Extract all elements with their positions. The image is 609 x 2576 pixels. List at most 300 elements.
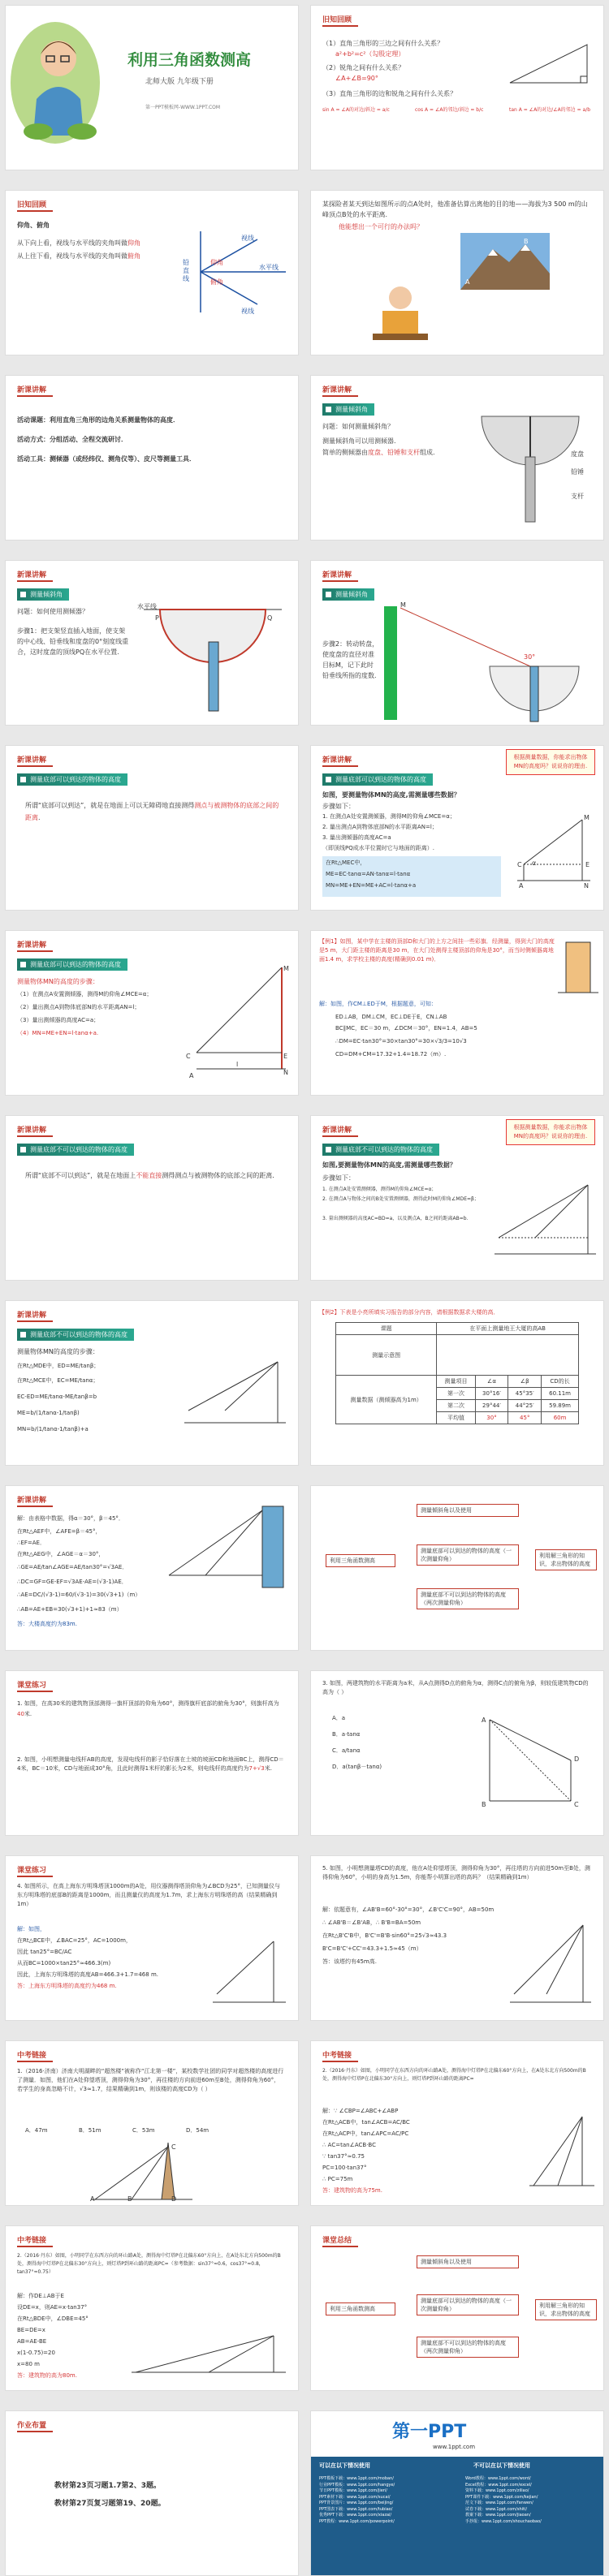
step-3: 3. 量出测倾器的高度AC=BD=a，以及测点A，B之间的距离AB=b． xyxy=(322,1216,472,1221)
banner: 测量底部可以到达的物体的高度 xyxy=(17,958,127,971)
definition-highlight: 测点与被测物体的底部之间的距离 xyxy=(25,802,279,821)
link-list-left xyxy=(319,2476,457,2525)
slide-example-2[interactable] xyxy=(310,1300,604,1466)
label-a: A xyxy=(90,2195,95,2203)
slide-class-summary[interactable] xyxy=(310,2225,604,2391)
section-bar xyxy=(17,950,53,952)
thinking-student-illustration xyxy=(368,280,433,345)
cell: 45° xyxy=(508,1412,542,1424)
mountain-photo xyxy=(460,233,550,290)
summary-diagram xyxy=(184,1358,290,1431)
map-branch-1: 测量倾斜角以及使用 xyxy=(417,1504,519,1517)
question-3: 3. 如图，两建筑物的水平距离为a米，从A点测得D点的俯角为α，测得C点的俯角为β，则较低建筑物CD的高为（ ） xyxy=(322,1680,589,1695)
sol-6: ∴DC=GF=GE-EF=√3AE-AE=(√3-1)AE． xyxy=(17,1579,127,1585)
formula-3: MN=ME+EN=ME+AC=l·tanα+a xyxy=(326,882,417,889)
exam-question: 1.（2016·济南）济南大明湖畔的“超然楼”被称作“江北第一楼”，某校数学社团的同学对超然楼的高度进行了测量．如图，他们在A处仰望塔顶，测得仰角为30°，再往楼的方向前进60m至B处，测得仰角为60°，若学生的身高忽略不计，√3≈1.7，结果精确到1m，则该楼的高度CD为（ ） xyxy=(17,2068,284,2092)
section-title: 新课讲解 xyxy=(322,571,352,579)
step-1: 1. 在测点A处安置测倾器，测得M的仰角∠MCE=α； xyxy=(322,813,456,820)
map-branch-3: 测量底部不可以到达的物体的高度（两次测量仰角） xyxy=(417,2337,519,2358)
option-c[interactable]: C．53m xyxy=(132,2127,155,2134)
step-2: （2）量出测点A到物体底部N的水平距离AN=l； xyxy=(17,1004,140,1010)
sol-5: 因此，上海东方明珠塔的高度AB=466.3+1.7=468 m. xyxy=(17,1971,158,1978)
slide-use-inclinometer[interactable] xyxy=(5,560,299,726)
answer-1: 测量倾斜角可以用测倾器. xyxy=(322,437,396,445)
step-2: 2. 量出测点A到物体底部N的水平距离AN=l； xyxy=(322,824,438,830)
section-bar xyxy=(17,1876,53,1877)
slide-practice-2[interactable] xyxy=(310,1670,604,1836)
slide-exam-3[interactable] xyxy=(5,2225,299,2391)
banner: 测量底部可以到达的物体的高度 xyxy=(17,773,127,786)
label-m: M xyxy=(584,814,590,821)
section-bar xyxy=(322,395,358,397)
banner: 测量倾斜角 xyxy=(17,588,69,601)
question-2-end: 米. xyxy=(264,1765,272,1772)
formula-cos: cos A = ∠A的邻边/斜边 = b/c xyxy=(415,107,484,113)
section-bar xyxy=(17,1506,53,1507)
depression-label: 俯角 xyxy=(210,278,223,286)
cell-data: 测量数据（测倾器高为1m） xyxy=(336,1376,437,1424)
map-center: 利用三角函数测高 xyxy=(326,2302,395,2315)
label-30deg: 30° xyxy=(524,653,536,661)
slide-review-2[interactable] xyxy=(5,190,299,355)
banner: 测量底部可以到达的物体的高度 xyxy=(322,773,433,786)
cover-boy-illustration xyxy=(14,22,103,152)
building-diagram xyxy=(127,2332,290,2380)
question-2 xyxy=(17,1755,285,1773)
section-title: 课堂练习 xyxy=(17,1867,47,1875)
credit-link[interactable]: 范文下载：www.1ppt.com/fanwen/ xyxy=(465,2501,533,2505)
step-3-note: （即顶线PQ成水平位置时它与地面的距离）. xyxy=(322,845,434,851)
exam-question: 2.（2016·丹东）如图，小明同学在东西方向的环山路A处，测得海中灯塔P在北偏东60°方向上，在A处东北方向500m的B处，测得海中灯塔P在北偏东30°方向上，则灯塔P到环山路的距离PC= xyxy=(322,2068,586,2082)
credit-link[interactable]: PPT课件下载：www.1ppt.com/kejian/ xyxy=(465,2494,538,2500)
label-c: C xyxy=(171,2143,176,2151)
label-plumb: 铅锤 xyxy=(571,468,584,476)
credit-link[interactable]: PPT素材下载：www.1ppt.com/sucai/ xyxy=(319,2494,391,2500)
section-title: 新课讲解 xyxy=(17,571,47,579)
steps-heading: 步骤如下： xyxy=(322,803,355,810)
section-title: 新课讲解 xyxy=(322,1126,352,1135)
label-a: A xyxy=(519,882,524,890)
elevation-label: 仰角 xyxy=(210,259,223,266)
section-bar xyxy=(322,2246,358,2247)
label-m: M xyxy=(283,965,289,972)
sol-3: 因此 tan25°=BC/AC xyxy=(17,1949,72,1955)
right-triangle-diagram xyxy=(506,38,595,87)
cell-diagram: 测量示意图 xyxy=(336,1335,437,1376)
section-title: 新课讲解 xyxy=(322,756,352,765)
activity-topic: 活动课题：利用直角三角形的边角关系测量物体的高度． xyxy=(17,416,179,424)
q2: （2）锐角之间有什么关系？ xyxy=(322,64,405,71)
sol-answer: 答：大楼高度约为83m. xyxy=(17,1621,77,1627)
definition-end: . xyxy=(38,814,41,821)
sol-4: 在Rt△AEG中，∠AGE＝α＝30°， xyxy=(17,1551,105,1557)
definition xyxy=(25,799,285,824)
label-l: l xyxy=(236,1061,239,1068)
sol-2: 在Rt△AEF中，∠AFE=β＝45°， xyxy=(17,1528,102,1535)
cell: 44°25′ xyxy=(508,1400,542,1412)
slide-practice-1[interactable] xyxy=(5,1670,299,1836)
sol-answer: 答：建筑物的高为80m. xyxy=(17,2372,77,2379)
answer-2-c: 组成. xyxy=(420,449,435,456)
slide-unreachable-summary[interactable] xyxy=(5,1300,299,1466)
map-center: 利用三角函数测高 xyxy=(326,1554,395,1567)
banner: 测量倾斜角 xyxy=(322,588,374,601)
cover-title: 利用三角函数测高 xyxy=(127,51,252,69)
sol-answer: 答：建筑物的高为75m. xyxy=(322,2187,382,2194)
question: 如图,要测量物体MN的高度,需测量哪些数据？ xyxy=(322,1161,456,1169)
example-text: 【例1】如图，某中学在主楼的顶部D和大门的上方之间挂一些彩旗．经测量，得到大门的高度是5 m，大门距主楼的距离是30 m，在大门处测得主楼顶部的仰角是30°，而当时侧倾器离地面1.4 m，求学校主楼的高度(精确到0.01 m)． xyxy=(319,938,555,963)
step-3: （3）量出测倾器的高度AC=a； xyxy=(17,1017,100,1023)
sub-heading: 测量物体MN的高度的步骤： xyxy=(17,1348,99,1355)
solution-3: ∴DM=EC·tan30°=30×tan30°=30×√3/3=10√3 xyxy=(335,1038,467,1045)
section-bar xyxy=(322,580,358,582)
steps-heading: 步骤如下： xyxy=(322,1174,355,1182)
label-alpha: α xyxy=(532,859,537,867)
sol-4: 从而BC=1000×tan25°≈466.3(m) xyxy=(17,1960,111,1966)
slide-unreachable-steps[interactable] xyxy=(310,1115,604,1281)
credit-link[interactable]: 资料下载：www.1ppt.com/ziliao/ xyxy=(465,2488,529,2493)
formula-2: 在Rt△MCE中，EC=ME/tanα； xyxy=(17,1377,99,1384)
header-beta: ∠β xyxy=(508,1376,542,1388)
section-bar xyxy=(322,1135,358,1137)
answer-2-a: 简单的侧倾器由 xyxy=(322,449,368,456)
section-bar xyxy=(17,2246,53,2247)
section-title: 旧知回顾 xyxy=(17,201,47,209)
sol-answer: 答：上海东方明珠塔的高度约为468 m. xyxy=(17,1983,117,1989)
section-title: 新课讲解 xyxy=(17,1126,47,1135)
label-d: D xyxy=(171,2195,177,2203)
sol-5: ∵ tan37°≈0.75 xyxy=(322,2153,365,2160)
question-1-text: 1. 如图，在高30米的建筑物顶部测得一旗杆顶部的仰角为60°，测得旗杆底部的俯角为30°，则旗杆高为 xyxy=(17,1700,279,1707)
step-2: 步骤2：转动转盘，使度盘的直径对准目标M，记下此时铅垂线所指的度数. xyxy=(322,640,379,679)
label-c: C xyxy=(517,861,522,868)
tower-diagram xyxy=(506,1921,595,2010)
banner: 测量底部不可以到达的物体的高度 xyxy=(17,1144,134,1156)
two-buildings-diagram xyxy=(473,1712,587,1809)
report-table xyxy=(335,1322,579,1424)
option-b[interactable]: B．a·tanα xyxy=(332,1731,361,1738)
link-list-right xyxy=(465,2476,603,2525)
label-e: E xyxy=(283,1053,288,1060)
slide-practice-3[interactable] xyxy=(5,1855,299,2021)
label-c: C xyxy=(574,1801,579,1808)
slide-practice-4[interactable] xyxy=(310,1855,604,2021)
label-b: B xyxy=(482,1801,486,1808)
section-bar xyxy=(17,1135,53,1137)
sol-4: BE=DE=x xyxy=(17,2327,45,2333)
homework-1: 教材第23页习题1.7第2、3题。 xyxy=(54,2482,161,2490)
question: 问题：如何测量倾斜角？ xyxy=(322,423,394,430)
slide-exam-2[interactable] xyxy=(310,2040,604,2206)
label-rod: 支杆 xyxy=(571,493,584,500)
activity-tools: 活动工具：测倾器（或经纬仪、测角仪等）、皮尺等测量工具． xyxy=(17,455,196,463)
step-2: 2. 在测点A与物体之间的B处安置测倾器，测得此时M的仰角∠MDE=β； xyxy=(322,1196,479,1202)
cell: 60m xyxy=(542,1412,579,1424)
slide-summary-map[interactable] xyxy=(310,1485,604,1651)
formula-tan: tan A = ∠A的对边/∠A的邻边 = a/b xyxy=(509,107,591,113)
label-a: A xyxy=(482,1717,486,1724)
section-bar xyxy=(17,1691,53,1692)
sol-1: 解：∵ ∠CBP=∠ABC+∠ABP xyxy=(322,2108,399,2114)
slide-inclinometer[interactable] xyxy=(310,375,604,541)
slide-reachable-steps[interactable] xyxy=(310,745,604,911)
solution-heading: 解：如图，作CM⊥ED于M，根据题意，可知： xyxy=(319,1001,437,1007)
sol-7: ∴ PC=75m xyxy=(322,2176,353,2182)
map-result: 利用解三角形的知识，求出物体的高度 xyxy=(535,2299,597,2320)
label-d: D xyxy=(574,1755,580,1763)
slide-grid xyxy=(5,0,604,2576)
sol-1: 解：依题意有，∠AB'B=60°-30°=30°，∠B'C'C=90°，AB=50m xyxy=(322,1906,495,1913)
hint-box: 根据测量数据，你能求出物体MN的高度吗？说说你的理由. xyxy=(506,1119,595,1145)
sol-1: 解：由表格中数据，得α＝30°，β＝45°． xyxy=(17,1515,124,1522)
option-d[interactable]: D．54m xyxy=(186,2127,209,2134)
sol-3: 在Rt△ACP中，tan∠APC=AC/PC xyxy=(322,2130,409,2137)
formula-5: MN=b/(1/tanα-1/tanβ)+a xyxy=(17,1426,89,1432)
solution-1: ED⊥AB，DM⊥CM，EC⊥DE于E，CN⊥AB xyxy=(335,1014,447,1020)
credit-link[interactable]: 手抄报：www.1ppt.com/shouchaobao/ xyxy=(465,2518,542,2524)
sol-3: 在Rt△B'C'B中，B'C'=B'B·sin60°=25√3≈43.3 xyxy=(322,1932,447,1939)
hint-box: 根据测量数据，你能求出物体MN的高度吗？说说你的理由. xyxy=(506,749,595,775)
slide-exam-1[interactable] xyxy=(5,2040,299,2206)
cell-topic-value: 在平面上测量地王大厦的高AB xyxy=(437,1323,579,1335)
building-angle-diagram xyxy=(165,1502,295,1592)
unreachable-diagram xyxy=(495,1181,600,1262)
section-title: 新课讲解 xyxy=(17,1497,47,1505)
question-4: 4. 如图所示，在高上海东方明珠塔顶1000m的A处，用仪器测得塔顶仰角为∠BCD为25°，已知测量仪与东方明珠塔的底部B的距离是1000m，而且测量仪的高度为1.7m，求上海东方明珠塔的高（结果精确到1m） xyxy=(17,1883,280,1907)
slide-unreachable-def[interactable] xyxy=(5,1115,299,1281)
credit-link[interactable]: 节日PPT模板：www.1ppt.com/jieri/ xyxy=(319,2488,387,2493)
section-bar xyxy=(322,25,358,27)
lighthouse-diagram xyxy=(525,2113,598,2194)
slide-credits[interactable] xyxy=(310,2410,604,2576)
sol-5: AB=AE-BE xyxy=(17,2338,47,2345)
banner: 测量底部不可以到达的物体的高度 xyxy=(322,1144,439,1156)
q3: （3）直角三角形的边和锐角之间有什么关系？ xyxy=(322,90,457,97)
banner: 测量倾斜角 xyxy=(322,403,374,416)
aim-diagram xyxy=(400,601,595,723)
sol-6: x(1-0.75)=20 xyxy=(17,2350,55,2356)
definition-text-b: 测得测点与被测物体的底部之间的距离． xyxy=(162,1172,279,1179)
building-diagram xyxy=(558,939,598,996)
cover-subtitle: 北师大版 九年级下册 xyxy=(145,78,214,86)
section-bar xyxy=(322,765,358,767)
section-title: 作业布置 xyxy=(17,2422,47,2430)
tower-diagram xyxy=(209,1937,290,2010)
sol-1: 解：如图， xyxy=(17,1926,45,1932)
section-bar xyxy=(17,1320,53,1322)
depression-def-text: 从上往下看，视线与水平线的夹角叫做 xyxy=(17,252,127,260)
credit-link[interactable]: Excel教程：www.1ppt.com/excel/ xyxy=(465,2482,532,2488)
section-bar xyxy=(17,765,53,767)
sol-2: 设DE=x，则AE=x·tan37° xyxy=(17,2304,88,2311)
section-title: 新课讲解 xyxy=(17,386,47,394)
question: 如图，要测量物体MN的高度,需测量哪些数据？ xyxy=(322,791,460,799)
section-bar xyxy=(17,2431,53,2432)
vertical-line-label: 铅直线 xyxy=(183,259,189,282)
sol-7: x=80 m xyxy=(17,2361,40,2367)
slide-review-1[interactable] xyxy=(310,5,604,170)
cell: 45°35′ xyxy=(508,1388,542,1400)
credit-link[interactable]: 行业PPT模板：www.1ppt.com/hangye/ xyxy=(319,2482,395,2488)
elevation-term: 仰角 xyxy=(127,239,140,247)
sol-6: PC=100·tan37° xyxy=(322,2165,367,2171)
sol-1: 解：作DE⊥AB于E xyxy=(17,2293,64,2299)
section-title: 课堂总结 xyxy=(322,2237,352,2245)
sub-heading: 测量物体MN的高度的步骤： xyxy=(17,978,99,985)
slide-reachable-summary[interactable] xyxy=(5,930,299,1096)
definition-text: 所谓“底部可以到达”，就是在地面上可以无障碍地直接测得 xyxy=(25,802,195,809)
header-cd: CD的长 xyxy=(542,1376,579,1388)
section-bar xyxy=(17,395,53,397)
definition xyxy=(25,1170,285,1182)
label-c: C xyxy=(186,1053,191,1060)
example-heading: 【例2】下表是小亮所填实习报告的部分内容，请根据数据求大楼的高． xyxy=(319,1309,499,1316)
pagoda-diagram xyxy=(87,2139,201,2203)
reachable-diagram xyxy=(509,816,598,889)
map-branch-2: 测量底部可以到达的物体的高度（一次测量仰角） xyxy=(417,1544,519,1566)
definition-text-a: 所谓“底部不可以到达”，就是在地面上 xyxy=(25,1172,136,1179)
credit-link[interactable]: PPT背景图片：www.1ppt.com/beijing/ xyxy=(319,2501,394,2505)
credit-link[interactable]: 试卷下载：www.1ppt.com/shiti/ xyxy=(465,2506,528,2512)
angles-heading: 仰角、俯角 xyxy=(17,222,50,229)
question-1 xyxy=(17,1699,285,1720)
option-b[interactable]: B．51m xyxy=(79,2127,102,2134)
cell: 第二次 xyxy=(437,1400,475,1412)
credit-link[interactable]: 优秀PPT下载：www.1ppt.com/xiazai/ xyxy=(319,2513,392,2518)
credit-link[interactable]: PPT模板下载：www.1ppt.com/moban/ xyxy=(319,2476,394,2481)
map-result: 利用解三角形的知识，求出物体的高度 xyxy=(535,1549,597,1570)
sol-7: ∴AE=DC/(√3-1)=60/(√3-1)=30(√3+1)（m） xyxy=(17,1592,141,1598)
section-bar xyxy=(17,2061,53,2062)
label-a: A xyxy=(189,1072,194,1079)
section-title: 课堂练习 xyxy=(17,1682,47,1690)
point-label: A xyxy=(465,278,470,286)
answer-2 xyxy=(322,447,460,458)
cell: 第一次 xyxy=(437,1388,475,1400)
green-building xyxy=(384,606,397,720)
section-bar xyxy=(17,210,53,212)
inclinometer-level-diagram xyxy=(136,593,290,715)
question-2-text: 2. 如图，小明想测量电线杆AB的高度，发现电线杆的影子恰好落在土坡的坡面CD和地面BC上，测得CD＝4米，BC＝10米，CD与地面成30°角，且此时测得1米杆的影长为2米，则电线杆的高度约为 xyxy=(17,1756,284,1772)
cell: 30° xyxy=(475,1412,508,1424)
question: 问题：如何使用测倾器？ xyxy=(17,608,89,615)
formula-sin: sin A = ∠A的对边/斜边 = a/c xyxy=(322,107,390,113)
slide-example-2-solution[interactable] xyxy=(5,1485,299,1651)
cell-topic: 课题 xyxy=(336,1323,437,1335)
label-n: N xyxy=(584,882,589,890)
answer-2: 7+√3 xyxy=(248,1765,265,1772)
cell: 60.11m xyxy=(542,1388,579,1400)
formula-1: 在Rt△MEC中， xyxy=(326,859,366,866)
label-m: M xyxy=(400,601,406,609)
elevation-def xyxy=(17,238,179,248)
intro-question: 他能想出一个可行的办法吗？ xyxy=(339,223,423,230)
credit-link[interactable]: PPT图表下载：www.1ppt.com/tubiao/ xyxy=(319,2506,393,2512)
question-1-end: 米. xyxy=(24,1711,32,1717)
option-a[interactable]: A．a xyxy=(332,1715,346,1721)
solution-2: BC∥MC，EC＝30 m，∠DCM＝30°，EN=1.4，AB=5 xyxy=(335,1025,477,1032)
sightline-upper-label: 视线 xyxy=(241,235,254,242)
credit-link[interactable]: PPT教程：www.1ppt.com/powerpoint/ xyxy=(319,2518,395,2524)
option-a[interactable]: A．47m xyxy=(25,2127,48,2134)
slide-reachable-def[interactable] xyxy=(5,745,299,911)
label-n: N xyxy=(283,1069,288,1076)
cell: 平均值 xyxy=(437,1412,475,1424)
section-title: 中考链接 xyxy=(322,2052,352,2060)
sol-2: 在Rt△ACB中，tan∠ACB=AC/BC xyxy=(322,2119,410,2126)
a1: a²+b²=c²（勾股定理） xyxy=(335,50,405,58)
section-title: 新课讲解 xyxy=(17,756,47,765)
formula-4: ME=b/(1/tanα-1/tanβ) xyxy=(17,1410,80,1416)
q1: （1）直角三角形的三边之间有什么关系？ xyxy=(322,40,444,47)
map-branch-2: 测量底部可以到达的物体的高度（一次测量仰角） xyxy=(417,2294,519,2315)
section-title: 中考链接 xyxy=(17,2052,47,2060)
step-1: 1. 在测点A处安置测倾器，测得M的仰角∠MCE=α； xyxy=(322,1187,437,1192)
credit-link[interactable]: Word教程：www.1ppt.com/word/ xyxy=(465,2476,531,2481)
logo-url: www.1ppt.com xyxy=(433,2444,476,2450)
question-5: 5. 如图，小明想测量塔CD的高度，他在A处仰望塔顶，测得仰角为30°，再往塔的方向前进50m至B处，测得仰角为60°，小明的身高为1.5m，你能帮小明算出塔的高吗？（结果精确到1m） xyxy=(322,1865,590,1880)
step-3: 3. 量出测倾器的高度AC=a xyxy=(322,834,391,841)
logo: 第一PPT xyxy=(392,2422,467,2442)
elevation-def-text: 从下向上看，视线与水平线的夹角叫做 xyxy=(17,239,127,247)
map-branch-3: 测量底部不可以到达的物体的高度（两次测量仰角） xyxy=(417,1588,519,1609)
step-1: （1）在测点A安置测倾器，测得M的仰角∠MCE=α； xyxy=(17,991,153,997)
slide-intro[interactable] xyxy=(310,190,604,355)
peak-label: B xyxy=(524,238,529,245)
sol-2: ∴ ∠AB'B＝∠B'AB，∴ B'B=BA=50m xyxy=(322,1919,421,1926)
slide-aim-target[interactable] xyxy=(310,560,604,726)
solution-4: CD=DM+CM=17.32+1.4=18.72（m）. xyxy=(335,1051,447,1058)
label-b: B xyxy=(127,2195,132,2203)
section-title: 新课讲解 xyxy=(17,941,47,950)
formula-3: EC-ED=ME/tanα-ME/tanβ=b xyxy=(17,1394,97,1400)
option-d[interactable]: D．a(tanβ－tanα) xyxy=(332,1764,382,1770)
intro-para: 某探险者某天到达如图所示的点A处时，他准备估算出离他的目的地——海拔为3 500 m的山峰顶点B处的水平距离. xyxy=(322,200,588,218)
sol-2: 在Rt△BCE中，∠BAC=25°，AC=1000m， xyxy=(17,1937,132,1944)
slide-activity[interactable] xyxy=(5,375,299,541)
label-p: P xyxy=(155,614,159,622)
option-c[interactable]: C．a/tanα xyxy=(332,1747,361,1754)
cover-footer: 第一PPT模板网-WWW.1PPT.COM xyxy=(145,105,221,110)
credit-link[interactable]: 教案下载：www.1ppt.com/jiaoan/ xyxy=(465,2513,531,2518)
sol-4: B'C=B'C'+CC'=43.3+1.5≈45（m） xyxy=(322,1945,422,1952)
formula-2: ME=EC·tanα=AN·tanα=l·tanα xyxy=(326,871,411,877)
cell: 29°44′ xyxy=(475,1400,508,1412)
step-4: （4）MN=ME+EN=l·tanα+a. xyxy=(17,1030,99,1036)
label-e: E xyxy=(585,861,590,868)
sol-5: 答：该塔约有45m高. xyxy=(322,1958,377,1965)
homework-2: 教材第27页复习题第19、20题。 xyxy=(54,2500,166,2508)
label-horizontal: 水平线 xyxy=(137,603,157,610)
sol-4: ∴ AC=tan∠ACB·BC xyxy=(322,2142,376,2148)
a2: ∠A+∠B=90° xyxy=(335,75,378,82)
cell: 30°16′ xyxy=(475,1388,508,1400)
section-title: 新课讲解 xyxy=(322,386,352,394)
definition-highlight: 不能直接 xyxy=(136,1172,162,1179)
cell: 59.89m xyxy=(542,1400,579,1412)
slide-example-1[interactable] xyxy=(310,930,604,1096)
answer-1: 40 xyxy=(17,1711,24,1717)
slide-cover[interactable] xyxy=(5,5,299,170)
header-item: 测量项目 xyxy=(437,1376,475,1388)
section-title: 新课讲解 xyxy=(17,1312,47,1320)
section-bar xyxy=(322,2061,358,2062)
banner: 测量底部不可以到达的物体的高度 xyxy=(17,1329,134,1341)
depression-term: 俯角 xyxy=(127,252,140,260)
section-title: 中考链接 xyxy=(17,2237,47,2245)
slide-homework[interactable] xyxy=(5,2410,299,2576)
activity-method: 活动方式：分组活动、全程交流研讨． xyxy=(17,436,127,443)
